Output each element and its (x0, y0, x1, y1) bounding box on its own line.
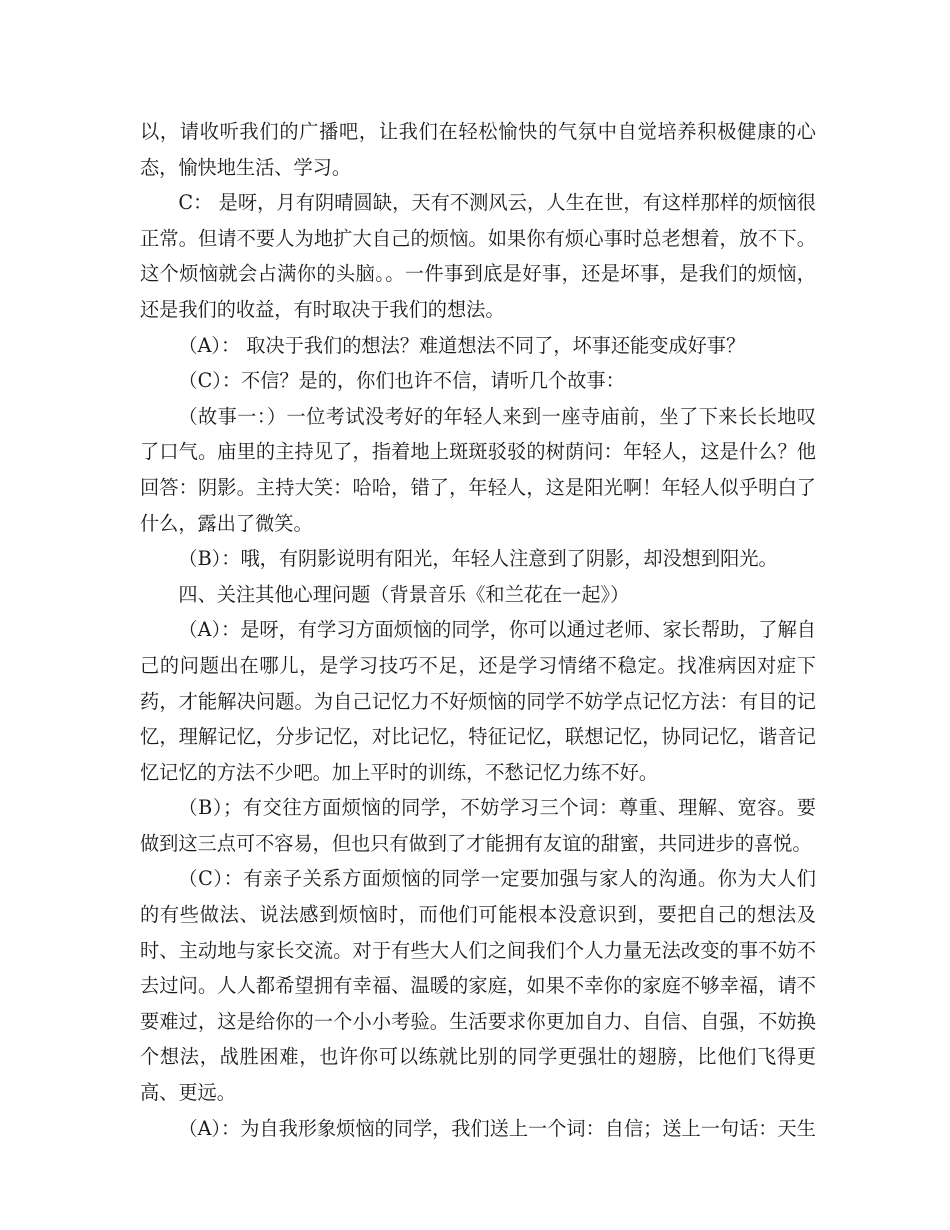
section-heading: 四、关注其他心理问题（背景音乐《和兰花在一起》） (178, 582, 630, 606)
paragraph-b-social: （B）；有交往方面烦恼的同学，不妨学习三个词：尊重、理解、宽容。要做到这三点可不容易，但也只有做到了才能拥有友谊的甜蜜，共同进步的喜悦。 (140, 796, 816, 855)
paragraph-continuation: 以，请收听我们的广播吧，让我们在轻松愉快的气氛中自觉培养积极健康的心态，愉快地生活、学习。 (140, 120, 816, 179)
paragraph-story-one: （故事一：）一位考试没考好的年轻人来到一座寺庙前，坐了下来长长地叹了口气。庙里的主持见了，指着地上斑斑驳驳的树荫问：年轻人，这是什么？他回答：阴影。主持大笑：哈哈，错了，年轻人，这是阳光啊！年轻人似乎明白了什么，露出了微笑。 (140, 404, 816, 535)
paragraph-a-self-image: （A）：为自我形象烦恼的同学，我们送上一个词：自信；送上一句话：天生 (178, 1116, 816, 1140)
paragraph-b-reply: （B）：哦，有阴影说明有阳光，年轻人注意到了阴影，却没想到阳光。 (178, 547, 778, 571)
paragraph-c-family: （C）：有亲子关系方面烦恼的同学一定要加强与家人的沟通。你为大人们的有些做法、说法感到烦恼时，而他们可能根本没意识到，要把自己的想法及时、主动地与家长交流。对于有些大人们之间我们个人力量无法改变的事不妨不去过问。人人都希望拥有幸福、温暖的家庭，如果不幸你的家庭不够幸福，请不要难过，这是给你的一个小小考验。生活要求你更加自力、自信、自强，不妨换个想法，战胜困难，也许你可以练就比别的同学更强壮的翅膀，比他们飞得更高、更远。 (140, 867, 816, 1105)
paragraph-a-study: （A）：是呀，有学习方面烦恼的同学，你可以通过老师、家长帮助，了解自己的问题出在哪儿，是学习技巧不足，还是学习情绪不稳定。找准病因对症下药，才能解决问题。为自己记忆力不好烦恼的同学不妨学点记忆方法：有目的记忆，理解记忆，分步记忆，对比记忆，特征记忆，联想记忆，协同记忆，谐音记忆记忆的方法不少吧。加上平时的训练，不愁记忆力练不好。 (140, 618, 816, 784)
paragraph-c-intro: C： 是呀，月有阴晴圆缺，天有不测风云，人生在世，有这样那样的烦恼很正常。但请不要人为地扩大自己的烦恼。如果你有烦心事时总老想着，放不下。这个烦恼就会占满你的头脑。。一件事到底是好事，还是坏事，是我们的烦恼，还是我们的收益，有时取决于我们的想法。 (140, 191, 816, 321)
document-body (140, 114, 816, 1146)
paragraph-c-stories: （C）：不信？是的，你们也许不信，请听几个故事： (178, 369, 625, 393)
paragraph-a-question: （A）： 取决于我们的想法？难道想法不同了，坏事还能变成好事？ (178, 333, 746, 357)
